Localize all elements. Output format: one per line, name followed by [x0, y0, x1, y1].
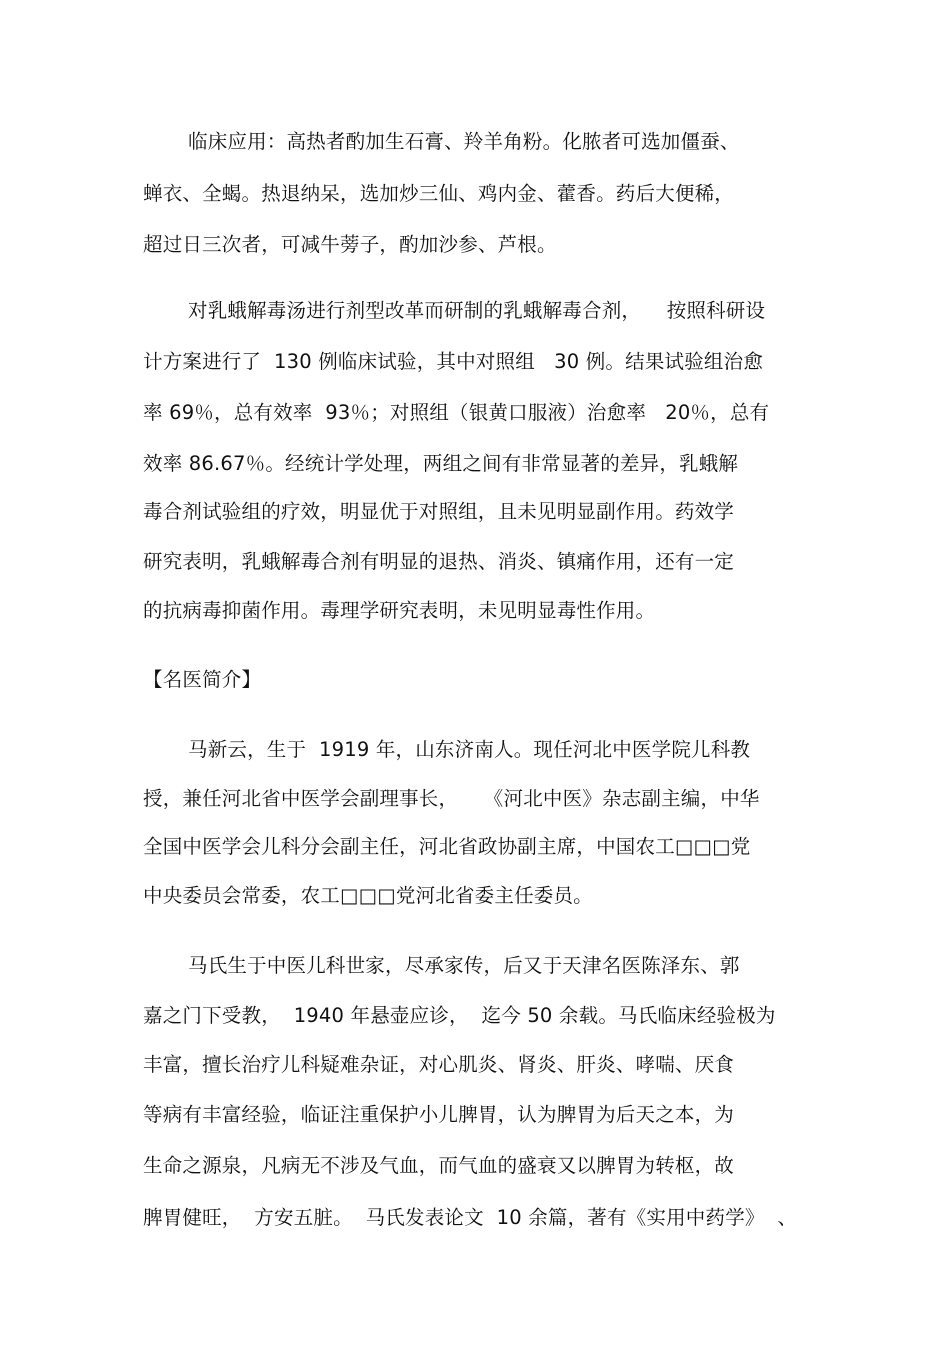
text-line: 毒合剂试验组的疗效，明显优于对照组，且未见明显副作用。药效学: [143, 500, 735, 523]
text-line: 率 69％，总有效率 93％；对照组（银黄口服液）治愈率 20％，总有: [143, 401, 770, 424]
text-line: 超过日三次者，可减牛蒡子，酌加沙参、芦根。: [143, 233, 557, 256]
text-line: 脾胃健旺， 方安五脏。 马氏发表论文 10 余篇，著有《实用中药学》 、: [143, 1206, 798, 1229]
text-line: 蝉衣、全蝎。热退纳呆，选加炒三仙、鸡内金、藿香。药后大便稀，: [143, 182, 735, 205]
text-line: 授，兼任河北省中医学会副理事长， 《河北中医》杂志副主编，中华: [143, 787, 760, 810]
text-line: 中央委员会常委，农工□□□党河北省委主任委员。: [143, 884, 593, 907]
text-line: 计方案进行了 130 例临床试验，其中对照组 30 例。结果试验组治愈: [143, 350, 764, 373]
text-line: 的抗病毒抑菌作用。毒理学研究表明，未见明显毒性作用。: [143, 599, 656, 622]
text-line: 临床应用：高热者酌加生石膏、羚羊角粉。化脓者可选加僵蚕、: [188, 130, 740, 153]
text-line: 马氏生于中医儿科世家，尽承家传，后又于天津名医陈泽东、郭: [188, 954, 740, 977]
text-line: 研究表明，乳蛾解毒合剂有明显的退热、消炎、镇痛作用，还有一定: [143, 550, 735, 573]
text-line: 效率 86.67％。经统计学处理，两组之间有非常显著的差异，乳蛾解: [143, 452, 739, 475]
text-line: 全国中医学会儿科分会副主任，河北省政协副主席，中国农工□□□党: [143, 835, 751, 858]
text-line: 嘉之门下受教， 1940 年悬壶应诊， 迄今 50 余载。马氏临床经验极为: [143, 1004, 776, 1027]
text-line: 对乳蛾解毒汤进行剂型改革而研制的乳蛾解毒合剂， 按照科研设: [188, 299, 766, 322]
section-heading: 【名医简介】: [143, 668, 262, 691]
text-line: 丰富，擅长治疗儿科疑难杂证，对心肌炎、肾炎、肝炎、哮喘、厌食: [143, 1053, 735, 1076]
text-line: 生命之源泉，凡病无不涉及气血，而气血的盛衰又以脾胃为转枢，故: [143, 1154, 735, 1177]
text-line: 马新云，生于 1919 年，山东济南人。现任河北中医学院儿科教: [188, 738, 751, 761]
text-line: 等病有丰富经验，临证注重保护小儿脾胃，认为脾胃为后天之本，为: [143, 1103, 735, 1126]
